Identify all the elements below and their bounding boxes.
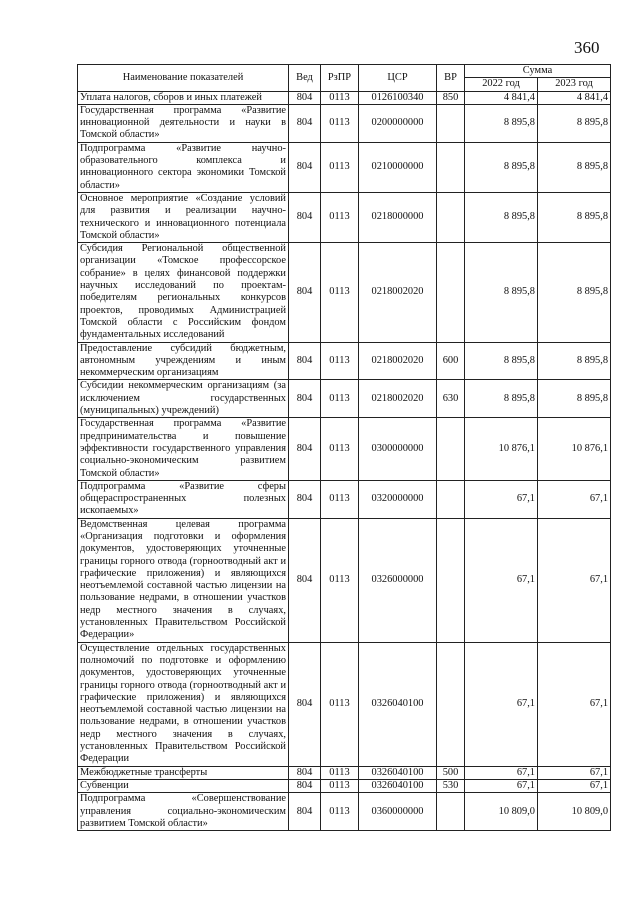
row-name: Государственная программа «Развитие предпринимательства и повышение эффективности государственного управления социально-экономическим развитием Томской области» <box>78 418 289 480</box>
row-vr: 500 <box>437 766 465 779</box>
row-sum-2023: 8 895,8 <box>538 380 611 418</box>
header-row <box>78 65 611 78</box>
row-sum-2022: 10 876,1 <box>465 418 538 480</box>
row-vr <box>437 192 465 242</box>
row-rzpr: 0113 <box>321 793 359 831</box>
row-sum-2022: 8 895,8 <box>465 243 538 342</box>
row-name: Межбюджетные трансферты <box>78 766 289 779</box>
row-ved: 804 <box>289 418 321 480</box>
row-name: Субвенции <box>78 779 289 792</box>
table-row <box>78 104 611 142</box>
row-vr <box>437 480 465 518</box>
row-csr: 0326000000 <box>359 518 437 642</box>
row-sum-2023: 8 895,8 <box>538 342 611 380</box>
row-name: Субсидии некоммерческим организациям (за исключением государственных (муниципальных) учреждений) <box>78 380 289 418</box>
row-vr: 630 <box>437 380 465 418</box>
row-csr: 0320000000 <box>359 480 437 518</box>
table-row <box>78 380 611 418</box>
row-vr <box>437 793 465 831</box>
row-vr <box>437 518 465 642</box>
table-row <box>78 192 611 242</box>
row-ved: 804 <box>289 779 321 792</box>
row-rzpr: 0113 <box>321 418 359 480</box>
row-rzpr: 0113 <box>321 104 359 142</box>
row-csr: 0218002020 <box>359 380 437 418</box>
row-ved: 804 <box>289 192 321 242</box>
row-vr <box>437 418 465 480</box>
page-number: 360 <box>574 38 600 57</box>
row-ved: 804 <box>289 380 321 418</box>
row-rzpr: 0113 <box>321 518 359 642</box>
row-sum-2022: 67,1 <box>465 766 538 779</box>
row-ved: 804 <box>289 480 321 518</box>
header-csr: ЦСР <box>359 65 437 92</box>
row-rzpr: 0113 <box>321 142 359 192</box>
row-name: Предоставление субсидий бюджетным, автономным учреждениям и иным некоммерческим организациям <box>78 342 289 380</box>
table-row <box>78 342 611 380</box>
row-sum-2023: 8 895,8 <box>538 142 611 192</box>
row-rzpr: 0113 <box>321 766 359 779</box>
header-year-2022: 2022 год <box>465 78 538 91</box>
row-vr <box>437 104 465 142</box>
row-sum-2022: 8 895,8 <box>465 380 538 418</box>
row-vr: 600 <box>437 342 465 380</box>
row-ved: 804 <box>289 342 321 380</box>
table-row <box>78 142 611 192</box>
row-sum-2023: 67,1 <box>538 642 611 766</box>
row-name: Государственная программа «Развитие инновационной деятельности и науки в Томской области» <box>78 104 289 142</box>
row-sum-2022: 10 809,0 <box>465 793 538 831</box>
row-sum-2023: 67,1 <box>538 518 611 642</box>
row-sum-2023: 67,1 <box>538 779 611 792</box>
row-csr: 0300000000 <box>359 418 437 480</box>
row-rzpr: 0113 <box>321 91 359 104</box>
row-sum-2022: 67,1 <box>465 779 538 792</box>
row-sum-2022: 8 895,8 <box>465 104 538 142</box>
row-sum-2023: 8 895,8 <box>538 243 611 342</box>
row-sum-2022: 67,1 <box>465 642 538 766</box>
table-row <box>78 642 611 766</box>
row-ved: 804 <box>289 642 321 766</box>
row-ved: 804 <box>289 142 321 192</box>
row-sum-2022: 8 895,8 <box>465 342 538 380</box>
table-row <box>78 766 611 779</box>
row-name: Подпрограмма «Развитие научно-образовательного комплекса и инновационного сектора экономики Томской области» <box>78 142 289 192</box>
row-sum-2023: 4 841,4 <box>538 91 611 104</box>
row-sum-2022: 4 841,4 <box>465 91 538 104</box>
row-csr: 0360000000 <box>359 793 437 831</box>
row-csr: 0200000000 <box>359 104 437 142</box>
row-sum-2023: 67,1 <box>538 766 611 779</box>
row-name: Подпрограмма «Развитие сферы общераспространенных полезных ископаемых» <box>78 480 289 518</box>
budget-table <box>77 64 611 831</box>
row-name: Ведомственная целевая программа «Организация подготовки и оформления документов, удостоверяющих уточненные границы горного отвода (горноотводный акт и графические приложения) и являющихся неотъемлемой составной частью лицензии на пользование недрами, в отношении участков недр местного значения в случаях, установленных Правительством Российской Федерации» <box>78 518 289 642</box>
table-row <box>78 418 611 480</box>
header-vr: ВР <box>437 65 465 92</box>
row-name: Субсидия Региональной общественной организации «Томское профессорское собрание» в целях финансовой поддержки научных исследований по проектам-победителям региональных конкурсов проектов, проводимых Администрацией Томской области с Российским фондом фундаментальных исследований <box>78 243 289 342</box>
row-sum-2023: 8 895,8 <box>538 104 611 142</box>
row-csr: 0210000000 <box>359 142 437 192</box>
row-csr: 0326040100 <box>359 642 437 766</box>
row-sum-2023: 67,1 <box>538 480 611 518</box>
row-vr: 850 <box>437 91 465 104</box>
row-ved: 804 <box>289 793 321 831</box>
row-vr <box>437 642 465 766</box>
row-csr: 0326040100 <box>359 779 437 792</box>
header-ved: Вед <box>289 65 321 92</box>
header-year-2023: 2023 год <box>538 78 611 91</box>
row-ved: 804 <box>289 766 321 779</box>
row-ved: 804 <box>289 104 321 142</box>
row-ved: 804 <box>289 243 321 342</box>
table-row <box>78 518 611 642</box>
row-csr: 0218000000 <box>359 192 437 242</box>
table-row <box>78 480 611 518</box>
row-sum-2023: 8 895,8 <box>538 192 611 242</box>
table-row <box>78 793 611 831</box>
row-name: Осуществление отдельных государственных полномочий по подготовке и оформлению документов, удостоверяющих уточненные границы горного отвода (горноотводный акт и графические приложения) и являющихся неотъемлемой составной частью лицензии на пользование недрами, в отношении участков недр местного значения в случаях, установленных Правительством Российской Федерации <box>78 642 289 766</box>
row-rzpr: 0113 <box>321 642 359 766</box>
row-rzpr: 0113 <box>321 380 359 418</box>
row-vr <box>437 243 465 342</box>
row-sum-2022: 8 895,8 <box>465 192 538 242</box>
row-sum-2023: 10 876,1 <box>538 418 611 480</box>
row-csr: 0126100340 <box>359 91 437 104</box>
row-sum-2022: 67,1 <box>465 480 538 518</box>
row-ved: 804 <box>289 91 321 104</box>
row-sum-2023: 10 809,0 <box>538 793 611 831</box>
table-body <box>78 91 611 831</box>
row-name: Подпрограмма «Совершенствование управления социально-экономическим развитием Томской области» <box>78 793 289 831</box>
row-sum-2022: 8 895,8 <box>465 142 538 192</box>
table-row <box>78 91 611 104</box>
row-name: Основное мероприятие «Создание условий для развития и реализации научно-технического и инновационного потенциала Томской области» <box>78 192 289 242</box>
table-row <box>78 779 611 792</box>
row-rzpr: 0113 <box>321 779 359 792</box>
header-rzpr: РзПР <box>321 65 359 92</box>
row-rzpr: 0113 <box>321 192 359 242</box>
row-vr <box>437 142 465 192</box>
row-rzpr: 0113 <box>321 480 359 518</box>
table-row <box>78 243 611 342</box>
row-sum-2022: 67,1 <box>465 518 538 642</box>
header-name: Наименование показателей <box>78 65 289 92</box>
row-csr: 0218002020 <box>359 342 437 380</box>
row-vr: 530 <box>437 779 465 792</box>
row-rzpr: 0113 <box>321 243 359 342</box>
row-rzpr: 0113 <box>321 342 359 380</box>
row-csr: 0326040100 <box>359 766 437 779</box>
row-name: Уплата налогов, сборов и иных платежей <box>78 91 289 104</box>
header-sum: Сумма <box>465 65 611 78</box>
row-ved: 804 <box>289 518 321 642</box>
row-csr: 0218002020 <box>359 243 437 342</box>
